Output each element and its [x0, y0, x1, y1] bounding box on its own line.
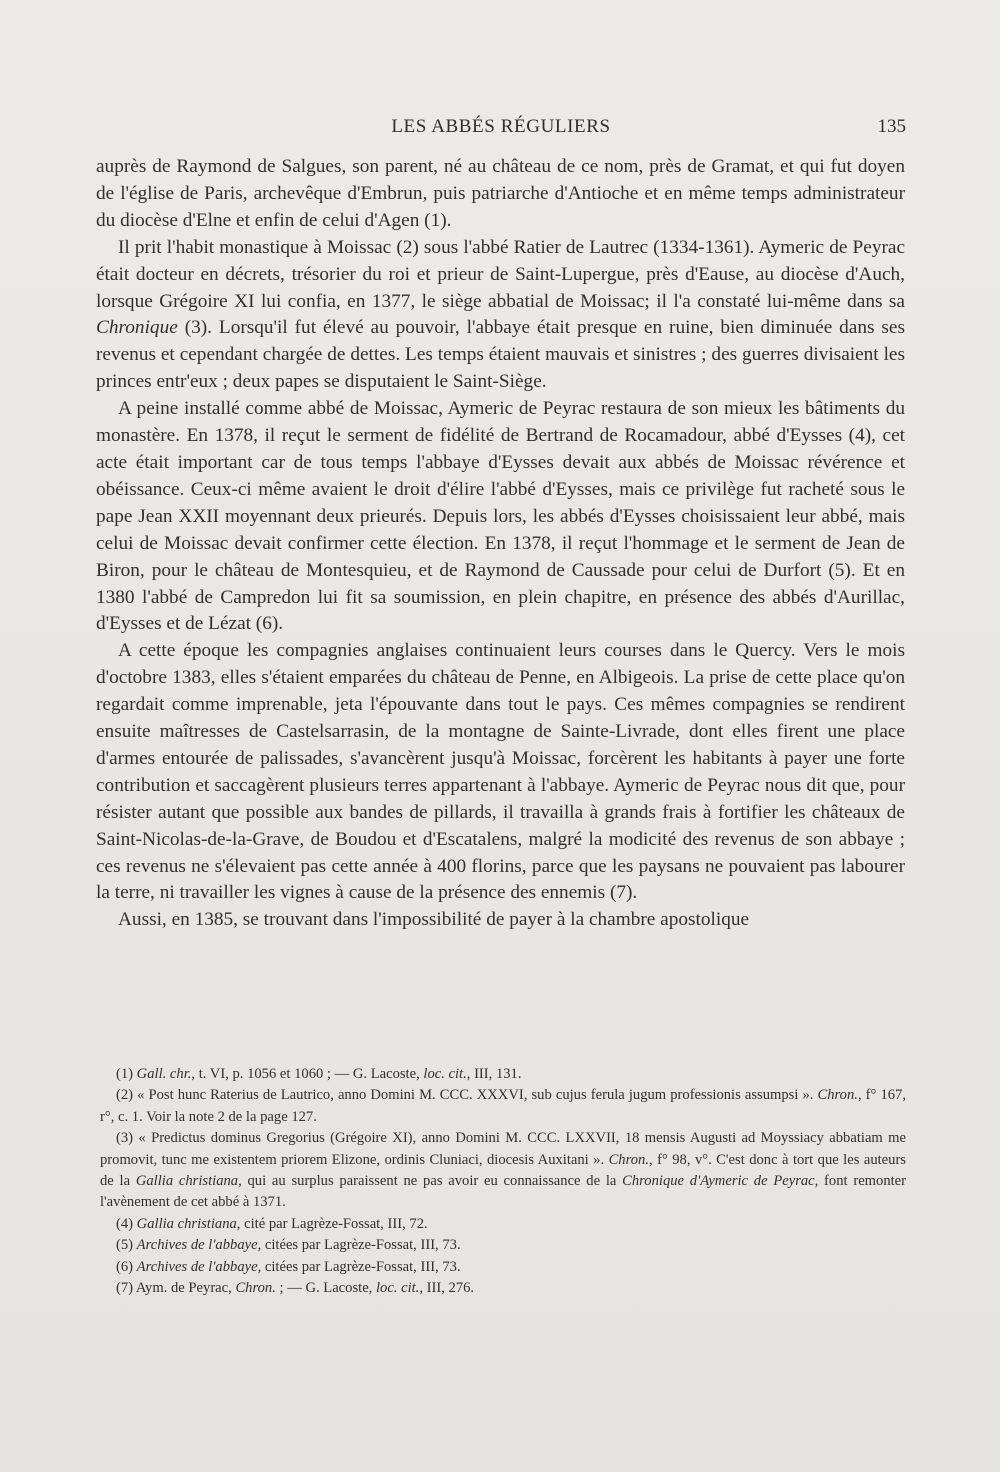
- footnote-7-text-c: , III, 276.: [419, 1280, 475, 1297]
- footnote-7-italic-b: loc. cit.: [375, 1280, 420, 1297]
- footnote-7-text-b: ; — G. Lacoste,: [275, 1280, 376, 1297]
- footnote-5-italic: Archives de l'abbaye,: [136, 1237, 262, 1254]
- footnote-5-text: citées par Lagrèze-Fossat, III, 73.: [261, 1237, 461, 1254]
- footnote-6: [100, 1257, 906, 1278]
- paragraph-5: Aussi, en 1385, se trouvant dans l'impossibilité de payer à la chambre apostolique: [118, 909, 750, 931]
- footnote-7: [100, 1278, 906, 1299]
- footnote-3-italic-a: Chron.: [608, 1151, 649, 1168]
- footnote-1-text-a: , t. VI, p. 1056 et 1060 ; — G. Lacoste,: [191, 1066, 424, 1082]
- footnote-1: [100, 1064, 906, 1085]
- footnote-3: [100, 1128, 906, 1214]
- footnote-2-text-b: , f° 167, r°, c. 1. Voir la note 2 de la page 127.: [100, 1087, 906, 1125]
- paragraph-2-text-a: Il prit l'habit monastique à Moissac (2) sous l'abbé Ratier de Lautrec (1334-1361). Aymeric de Peyrac était docteur en décrets, trésorier du roi et prieur de Saint-Lupergue, près d'Eause, au diocèse d'Auch, lorsque Grégoire XI lui confia, en 1377, le siège abbatial de Moissac; il l'a constaté lui-même dans sa: [96, 236, 905, 312]
- footnote-4: [100, 1214, 906, 1235]
- footnote-1-italic-b: loc. cit.: [423, 1066, 467, 1082]
- footnote-5-number: (5): [116, 1237, 137, 1254]
- running-title: LES ABBÉS RÉGULIERS: [391, 116, 611, 137]
- paragraph-2-text-b: (3). Lorsqu'il fut élevé au pouvoir, l'abbaye était presque en ruine, bien diminuée dans ses revenus et cependant chargée de dettes. Les temps étaient mauvais et sinistres ; des guerres divisaient les princes entr'eux ; deux papes se disputaient le Saint-Siège.: [96, 317, 905, 393]
- footnote-6-number: (6): [116, 1258, 137, 1275]
- footnote-1-text-b: , III, 131.: [466, 1066, 522, 1082]
- footnote-4-text: cité par Lagrèze-Fossat, III, 72.: [240, 1215, 428, 1232]
- footnote-3-text-a: (3) « Predictus dominus Gregorius (Grégoire XI), anno Domini M. CCC. LXXVII, 18 mensis Augusti ad Moyssiacy abbatiam me promovit, tunc me existentem priorem Elizone, ordinis Cluniaci, diocesis Auxitani ».: [100, 1130, 906, 1168]
- footnote-3-text-b: , f° 98, v°. C'est donc à tort que les auteurs de la: [100, 1151, 906, 1190]
- main-text: [96, 154, 905, 934]
- paragraph-2: [96, 235, 905, 396]
- footnote-5: [100, 1235, 906, 1256]
- footnote-6-text: citées par Lagrèze-Fossat, III, 73.: [261, 1258, 461, 1275]
- page-header: [96, 116, 906, 142]
- footnote-3-text-d: font remonter l'avènement de cet abbé à 1371.: [100, 1173, 907, 1211]
- paragraph-2-italic: Chronique: [96, 317, 178, 339]
- footnote-3-italic-b: Gallia christiana,: [135, 1173, 242, 1190]
- footnote-4-italic: Gallia christiana,: [136, 1215, 241, 1232]
- footnote-7-text-a: (7) Aym. de Peyrac,: [116, 1280, 236, 1297]
- footnote-2: [100, 1085, 906, 1128]
- footnote-1-italic-a: Gall. chr.: [136, 1066, 192, 1082]
- paragraph-4: A cette époque les compagnies anglaises continuaient leurs courses dans le Quercy. Vers le mois d'octobre 1383, elles s'étaient emparées du château de Penne, en Albigeois. La prise de cette place qu'on regardait comme imprenable, jeta l'épouvante dans tout le pays. Ces mêmes compagnies se rendirent ensuite maîtresses de Castelsarrasin, de la montagne de Sainte-Livrade, dont elles firent une place d'armes entourée de palissades, s'avancèrent jusqu'à Moissac, forcèrent les habitants à payer une forte contribution et saccagèrent plusieurs terres appartenant à l'abbaye. Aymeric de Peyrac nous dit que, pour résister autant que possible aux bandes de pillards, il travailla à grands frais à fortifier les châteaux de Saint-Nicolas-de-la-Grave, de Boudou et d'Escatalens, malgré la modicité des revenus de son abbaye ; ces revenus ne s'élevaient pas cette année à 400 florins, parce que les paysans ne pouvaient pas labourer la terre, ni travailler les vignes à cause de la présence des ennemis (7).: [96, 640, 905, 904]
- footnote-4-number: (4): [116, 1215, 137, 1232]
- paragraph-1: auprès de Raymond de Salgues, son parent, né au château de ce nom, près de Gramat, et qui fut doyen de l'église de Paris, archevêque d'Embrun, puis patriarche d'Antioche et en même temps administrateur du diocèse d'Elne et enfin de celui d'Agen (1).: [96, 156, 905, 231]
- footnote-2-italic: Chron.: [817, 1087, 858, 1104]
- footnote-3-text-c: qui au surplus paraissent ne pas avoir eu connaissance de la: [241, 1173, 623, 1190]
- page-number: 135: [877, 116, 906, 137]
- footnote-1-number: (1): [116, 1066, 137, 1082]
- footnote-3-italic-c: Chronique d'Aymeric de Peyrac,: [622, 1173, 819, 1190]
- footnote-2-text-a: (2) « Post hunc Raterius de Lautrico, anno Domini M. CCC. XXXVI, sub cujus ferula jugum professionis assumpsi ».: [116, 1087, 818, 1104]
- footnotes: [100, 1064, 906, 1299]
- footnote-6-italic: Archives de l'abbaye,: [136, 1258, 262, 1275]
- footnote-7-italic-a: Chron.: [235, 1280, 276, 1297]
- paragraph-3: A peine installé comme abbé de Moissac, Aymeric de Peyrac restaura de son mieux les bâtiments du monastère. En 1378, il reçut le serment de fidélité de Bertrand de Rocamadour, abbé d'Eysses (4), cet acte était important car de tous temps l'abbaye d'Eysses devait aux abbés de Moissac révérence et obéissance. Ceux-ci même avaient le droit d'élire l'abbé d'Eysses, mais ce privilège fut racheté sous le pape Jean XXII moyennant deux prieurés. Depuis lors, les abbés d'Eysses choisissaient leur abbé, mais celui de Moissac devait confirmer cette élection. En 1378, il reçut l'hommage et le serment de Jean de Biron, pour le château de Montesquieu, et de Raymond de Caussade pour celui de Durfort (5). Et en 1380 l'abbé de Campredon lui fit sa soumission, en plein chapitre, en présence des abbés d'Aurillac, d'Eysses et de Lézat (6).: [96, 398, 905, 635]
